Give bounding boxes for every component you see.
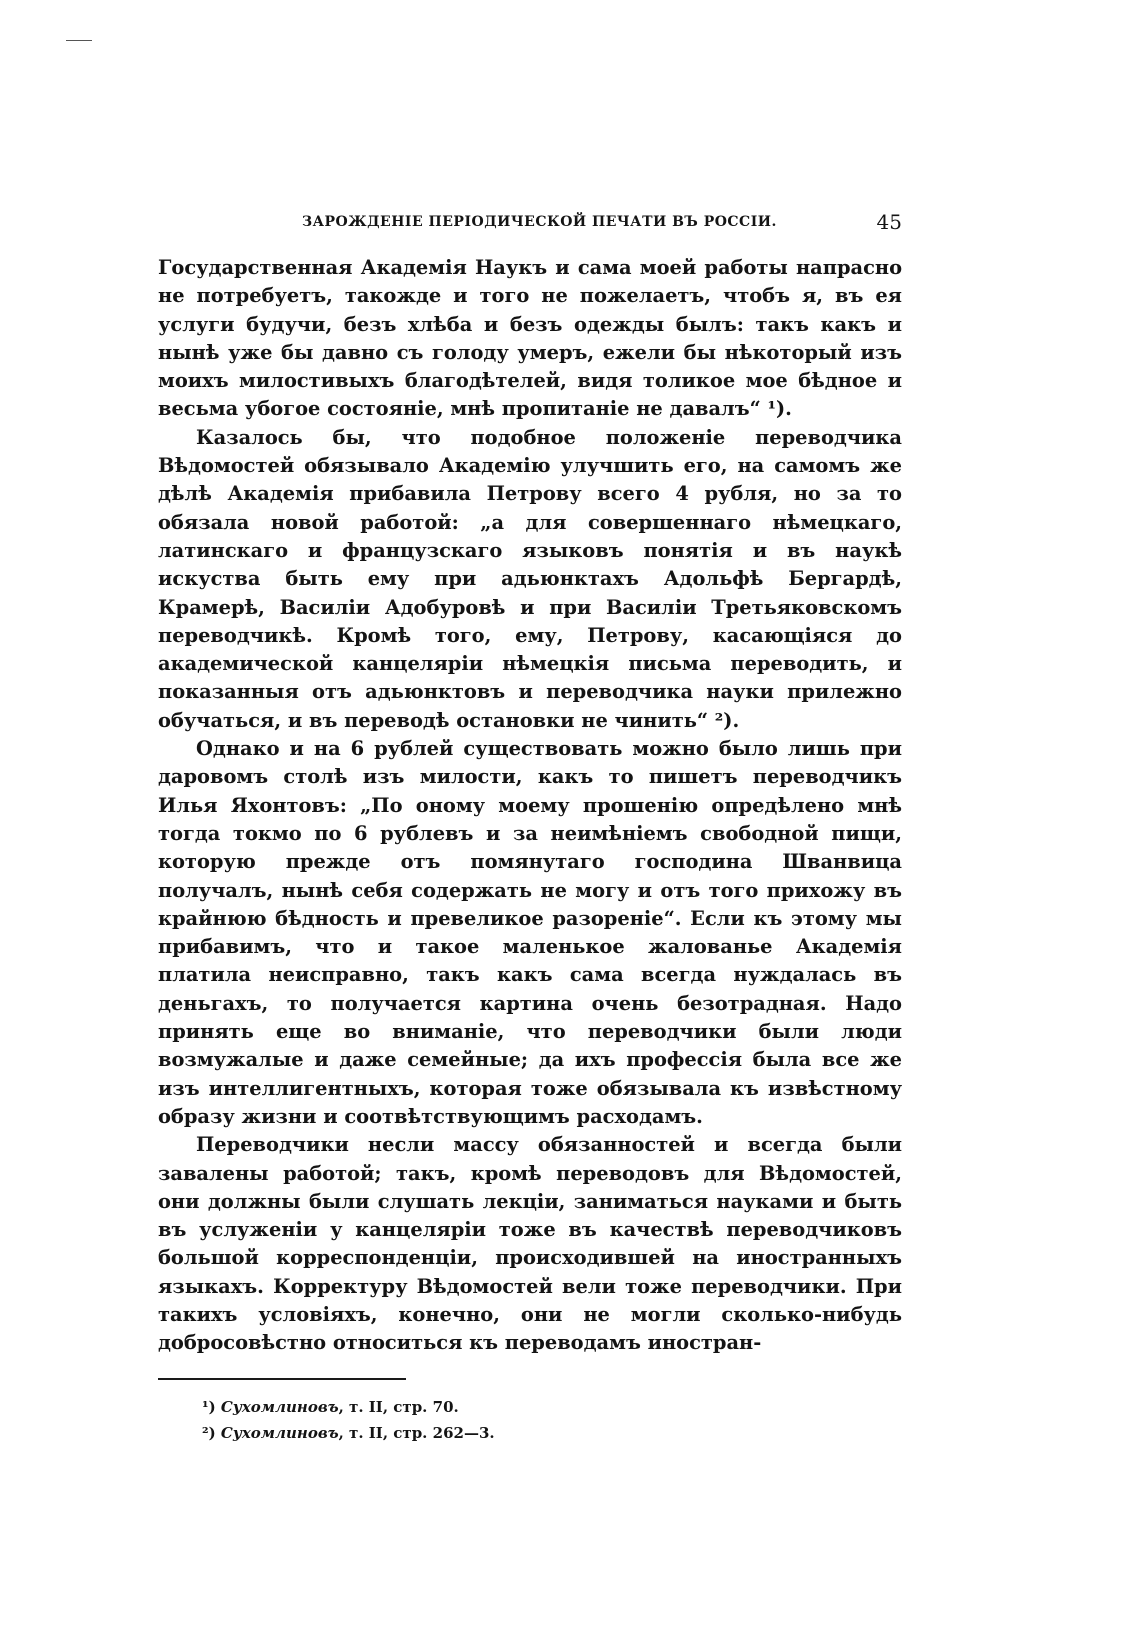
running-head	[158, 206, 902, 240]
paragraph-text: Однако и на 6 рублей существовать можно было лишь при даровомъ столѣ изъ милости, какъ то пишетъ переводчикъ Илья Яхонтовъ: „По оному моему прошенію опредѣлено мнѣ тогда токмо по 6 рублевъ и за неимѣніемъ свободной пищи, которую прежде отъ помянутаго господина Шванвица получалъ, нынѣ себя содержать не могу и отъ того прихожу въ крайнюю бѣдность и превеликое разореніе“. Если къ этому мы прибавимъ, что и такое маленькое жалованье Академія платила неисправно, такъ какъ сама всегда нуждалась въ деньгахъ, то получается картина очень безотрадная. Надо принять еще во вниманіе, что переводчики были люди возмужалые и даже семейные; да ихъ профессія была все же изъ интеллигентныхъ, которая тоже обязывала къ извѣстному образу жизни и соотвѣтствующимъ расходамъ.	[158, 737, 902, 1128]
page-number: 45	[876, 210, 902, 234]
footnote	[202, 1394, 902, 1420]
footnote	[202, 1420, 902, 1446]
paragraph-continued	[158, 254, 902, 424]
footnote-ref: ¹).	[767, 397, 792, 421]
footnote-rule	[158, 1378, 406, 1380]
scan-edge-mark	[66, 40, 92, 41]
footnote-author: Сухомлиновъ	[220, 1423, 339, 1442]
footnote-ref-text: , т. II, стр. 70.	[338, 1397, 459, 1416]
body-text	[158, 254, 902, 1358]
footnote-ref-text: , т. II, стр. 262—3.	[338, 1423, 495, 1442]
footnote-mark: ²)	[202, 1423, 216, 1442]
running-title: ЗАРОЖДЕНІЕ ПЕРІОДИЧЕСКОЙ ПЕЧАТИ ВЪ РОССІИ.	[302, 214, 777, 230]
footnote-author: Сухомлиновъ	[220, 1397, 339, 1416]
paragraph-text: Переводчики несли массу обязанностей и всегда были завалены работой; такъ, кромѣ переводовъ для Вѣдомостей, они должны были слушать лекціи, заниматься науками и быть въ услуженіи у канцеляріи тоже въ качествѣ переводчиковъ большой корреспонденціи, происходившей на иностранныхъ языкахъ. Корректуру Вѣдомостей вели тоже переводчики. При такихъ условіяхъ, конечно, они не могли сколько-нибудь добросовѣстно относиться къ переводамъ иностран-	[158, 1133, 902, 1355]
paragraph-text: Казалось бы, что подобное положеніе переводчика Вѣдомостей обязывало Академію улучшить его, на самомъ же дѣлѣ Академія прибавила Петрову всего 4 рубля, но за то обязала новой работой: „а для совершеннаго нѣмецкаго, латинскаго и французскаго языковъ понятія и въ наукѣ искуства быть ему при адьюнктахъ Адольфѣ Бергардѣ, Крамерѣ, Василіи Адобуровѣ и при Василіи Третьяковскомъ переводчикѣ. Кромѣ того, ему, Петрову, касающіяся до академической канцеляріи нѣмецкія письма переводить, и показанныя отъ адьюнктовъ и переводчика науки прилежно обучаться, и въ переводѣ остановки не чинить“	[158, 425, 902, 732]
footnotes	[158, 1394, 902, 1446]
paragraph	[158, 424, 902, 735]
footnote-ref: ²).	[714, 708, 740, 732]
paragraph	[158, 735, 902, 1131]
paragraph	[158, 1131, 902, 1357]
footnote-mark: ¹)	[202, 1397, 216, 1416]
book-page	[158, 206, 902, 1446]
paragraph-text: Государственная Академія Наукъ и сама моей работы напрасно не потребуетъ, такожде и того не пожелаетъ, чтобъ я, въ ея услуги будучи, безъ хлѣба и безъ одежды былъ: такъ какъ и нынѣ уже бы давно съ голоду умеръ, ежели бы нѣкоторый изъ моихъ милостивыхъ благодѣтелей, видя толикое мое бѣдное и весьма убогое состояніе, мнѣ пропитаніе не давалъ“	[158, 256, 902, 421]
